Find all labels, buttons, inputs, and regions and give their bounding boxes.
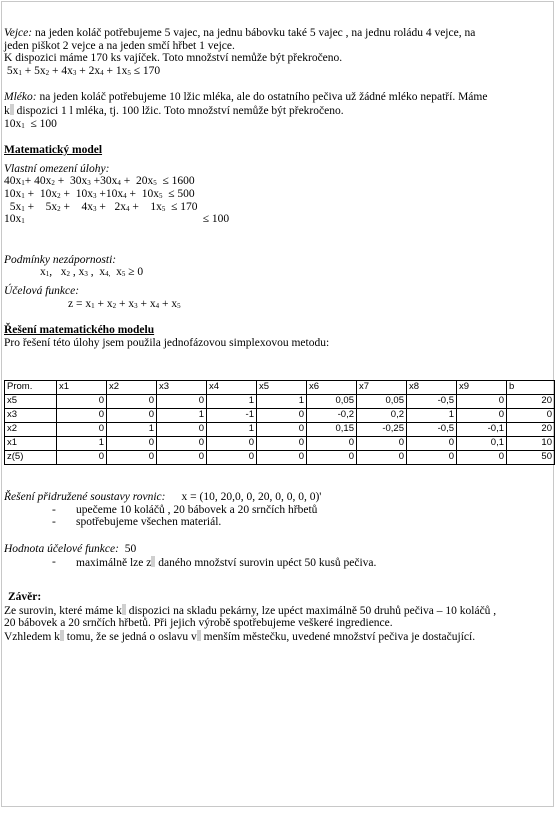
mleko-line2: k dispozici 1 l mléka, tj. 100 lžic. Toto množství nemůže být překročeno. <box>4 104 344 117</box>
table-row-label: x3 <box>5 409 57 423</box>
table-cell: 0 <box>157 451 207 465</box>
table-cell: 0,2 <box>357 409 407 423</box>
table-cell: 0 <box>357 451 407 465</box>
table-cell: 0,05 <box>357 395 407 409</box>
solution-line <box>4 491 552 504</box>
table-header-cell: x8 <box>407 381 457 395</box>
table-cell: 0 <box>257 451 307 465</box>
table-header-cell: x7 <box>357 381 407 395</box>
table-cell: 0 <box>207 437 257 451</box>
zaver-heading: Závěr: <box>8 591 42 604</box>
table-header-cell: x3 <box>157 381 207 395</box>
hodnota-bullet: - maximálně lze z daného množství surovin upéct 50 kusů pečiva. <box>52 555 377 569</box>
solution-bullet-2: - spotřebujeme všechen materiál. <box>52 516 222 529</box>
constraint-2: $10x_1 + 10x_2 + 10x_3 +10x_4 + 10x_5 \le 500$ <box>4 187 195 200</box>
document-content <box>4 27 552 644</box>
nezapornost-label: Podmínky nezápornosti: <box>4 253 117 266</box>
table-cell: -0,1 <box>457 423 507 437</box>
table-cell: 0 <box>57 451 107 465</box>
table-row <box>5 409 555 423</box>
table-row-label: x5 <box>5 395 57 409</box>
table-cell: 0 <box>257 409 307 423</box>
mleko-inequality: $10x_1 \le 100$ <box>4 117 57 130</box>
table-cell: 20 <box>507 423 555 437</box>
hodnota-label: Hodnota účelové funkce: <box>4 543 119 556</box>
table-header-cell: Prom. <box>5 381 57 395</box>
mleko-paragraph: Mléko: na jeden koláč potřebujeme 10 lžic mléka, ale do ostatního pečiva už žádné mléko nepatří. Máme <box>4 91 488 104</box>
table-header-cell: x6 <box>307 381 357 395</box>
table-cell: 0 <box>57 395 107 409</box>
zaver-line3: Vzhledem k tomu, že se jedná o oslavu v menším městečku, uvedené množství pečiva je dostačující. <box>4 631 476 644</box>
table-header-row <box>5 381 555 395</box>
table-cell: -0,25 <box>357 423 407 437</box>
vejce-inequality: $5x_1 + 5x_2 + 4x_3 + 2x_4 + 1x_5 \le 170$ <box>4 64 161 77</box>
solution-bullet-1: - upečeme 10 koláčů , 20 bábovek a 20 srnčích hřbetů <box>52 503 318 516</box>
table-cell: 20 <box>507 395 555 409</box>
table-cell: 0 <box>507 409 555 423</box>
table-cell: 0,1 <box>457 437 507 451</box>
table-cell: 0 <box>457 451 507 465</box>
constraint-4: $10x_1 \le 100$ <box>4 213 230 226</box>
table-header-cell: x2 <box>107 381 157 395</box>
ucelova-label: Účelová funkce: <box>4 284 80 297</box>
table-cell: 1 <box>207 395 257 409</box>
table-cell: 0 <box>307 437 357 451</box>
zaver-line2: 20 bábovek a 20 srnčích hřbetů. Při jejich výrobě spotřebujeme veškeré ingredience. <box>4 617 393 630</box>
table-cell: 0 <box>107 451 157 465</box>
model-heading: Matematický model <box>4 144 103 157</box>
solution-vector: x = (10, 20,0, 0, 20, 0, 0, 0, 0)' <box>181 491 322 504</box>
simplex-table <box>4 380 555 465</box>
reseni-intro: Pro řešení této úlohy jsem použila jednofázovou simplexovou metodu: <box>4 336 330 349</box>
table-cell: 0,15 <box>307 423 357 437</box>
table-row <box>5 395 555 409</box>
table-row <box>5 423 555 437</box>
table-cell: -0,2 <box>307 409 357 423</box>
constraint-3: $5x_1$ + $5x_2$ + $4x_3 + 2x_4$ + $1x_5 \le 170$ <box>4 200 198 213</box>
hodnota-line <box>4 543 552 556</box>
table-cell: 0 <box>157 423 207 437</box>
table-row-label: x2 <box>5 423 57 437</box>
table-cell: 1 <box>157 409 207 423</box>
table-cell: 1 <box>57 437 107 451</box>
table-row <box>5 437 555 451</box>
table-row-label: z(5) <box>5 451 57 465</box>
table-cell: 0 <box>357 437 407 451</box>
reseni-heading: Řešení matematického modelu <box>4 324 155 337</box>
table-cell: 10 <box>507 437 555 451</box>
table-cell: 50 <box>507 451 555 465</box>
vejce-label: Vejce: <box>4 27 33 39</box>
table-cell: 1 <box>257 395 307 409</box>
table-cell: 0 <box>57 423 107 437</box>
table-cell: 1 <box>207 423 257 437</box>
table-cell: 0 <box>407 451 457 465</box>
hodnota-value: 50 <box>124 543 137 556</box>
table-cell: 0 <box>457 395 507 409</box>
table-cell: 0 <box>157 437 207 451</box>
objective: $z = x_1 + x_2 + x_3 + x_4 + x_5$ <box>68 297 181 310</box>
table-cell: 0 <box>157 395 207 409</box>
table-header-cell: x1 <box>57 381 107 395</box>
table-row-label: x1 <box>5 437 57 451</box>
table-header-cell: x5 <box>257 381 307 395</box>
table-cell: -0,5 <box>407 395 457 409</box>
table-cell: 0 <box>307 451 357 465</box>
table-cell: 0,05 <box>307 395 357 409</box>
table-cell: -1 <box>207 409 257 423</box>
table-cell: -0,5 <box>407 423 457 437</box>
vejce-line2: jeden piškot 2 vejce a na jeden smčí hřbet 1 vejce. <box>4 39 235 52</box>
table-cell: 0 <box>57 409 107 423</box>
omezeni-label: Vlastní omezení úlohy: <box>4 162 110 175</box>
table-cell: 0 <box>107 409 157 423</box>
mleko-label: Mléko: <box>4 91 37 104</box>
table-cell: 0 <box>407 437 457 451</box>
table-header-cell: b <box>507 381 555 395</box>
solution-label: Řešení přidružené soustavy rovnic: <box>4 491 166 504</box>
zaver-line1: Ze surovin, které máme k dispozici na skladu pekárny, lze upéct maximálně 50 druhů pečiva – 10 koláčů , <box>4 604 497 617</box>
document-page <box>1 1 554 807</box>
table-cell: 1 <box>407 409 457 423</box>
table-cell: 0 <box>257 437 307 451</box>
table-row <box>5 451 555 465</box>
table-cell: 0 <box>207 451 257 465</box>
constraint-1: $40x_1+ 40x_2 + 30x_3 +30x_4 + 20x_5 \le 1600$ <box>4 175 195 188</box>
table-cell: 0 <box>107 437 157 451</box>
table-cell: 1 <box>107 423 157 437</box>
vejce-line3: K dispozici máme 170 ks vajíček. Toto množství nemůže být překročeno. <box>4 52 343 65</box>
table-header-cell: x9 <box>457 381 507 395</box>
table-cell: 0 <box>457 409 507 423</box>
table-cell: 0 <box>257 423 307 437</box>
table-cell: 0 <box>107 395 157 409</box>
vejce-paragraph: Vejce: na jeden koláč potřebujeme 5 vajec, na jednu bábovku také 5 vajec , na jednu roládu 4 vejce, na <box>4 27 476 39</box>
nonnegativity: $x_1$, $x_2$ , $x_3$ , $x_{4,}$ $x_5 \ge 0$ <box>40 266 144 279</box>
table-header-cell: x4 <box>207 381 257 395</box>
